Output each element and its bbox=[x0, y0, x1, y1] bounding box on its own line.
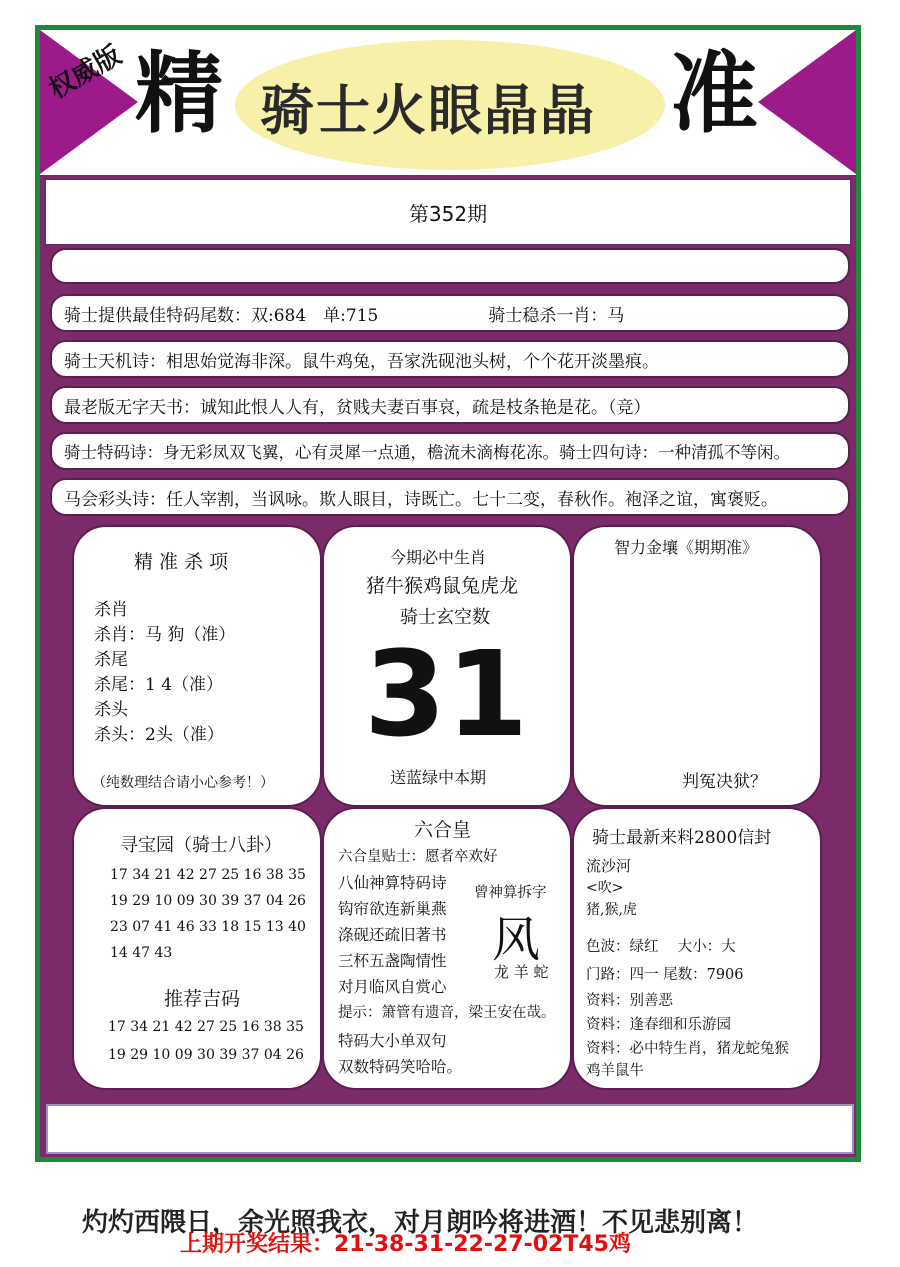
latest-line: 门路：四一 尾数：7906 bbox=[586, 967, 744, 983]
wisdom-bottom: 判冤决狱？ bbox=[682, 772, 767, 792]
liuhe-title: 六合皇 bbox=[414, 819, 472, 841]
center-bottom-text: 送蓝绿中本期 bbox=[390, 768, 487, 787]
jockey-club-poem-row: 马会彩头诗：任人宰割，当讽咏。欺人眼目，诗既亡。七十二变，春秋作。袍泽之谊，寓褒贬。 bbox=[50, 478, 850, 516]
tail-number-text: 骑士提供最佳特码尾数：双:684 单:715 bbox=[64, 305, 379, 326]
liuhe-extra: 双数特码笑哈哈。 bbox=[338, 1058, 463, 1076]
split-char: 风 bbox=[492, 912, 541, 968]
liuhe-extra: 特码大小单双句 bbox=[338, 1032, 447, 1050]
tail-number-row bbox=[50, 294, 850, 332]
latest-title: 骑士最新来料2800信封 bbox=[592, 828, 772, 848]
poem-title: 八仙神算特码诗 bbox=[338, 874, 447, 892]
page-title: 骑士火眼晶晶 bbox=[260, 79, 596, 142]
authority-badge: 权威版 bbox=[43, 40, 127, 106]
center-number-card bbox=[322, 525, 572, 807]
zodiac-list: 猪牛猴鸡鼠兔虎龙 bbox=[366, 575, 519, 597]
bottom-blank-bar bbox=[46, 1104, 854, 1154]
latest-line: <吹> bbox=[586, 880, 624, 896]
latest-line: 猪,猴,虎 bbox=[586, 902, 637, 918]
header-right-char: 准 bbox=[670, 42, 759, 145]
poem-line: 对月临风自赏心 bbox=[338, 978, 447, 996]
issue-number: 第352期 bbox=[44, 178, 852, 246]
kill-items-card bbox=[72, 525, 322, 807]
latest-line: 资料：必中特生肖，猪龙蛇兔猴 bbox=[586, 1041, 789, 1057]
mystic-number-label: 骑士玄空数 bbox=[400, 607, 490, 628]
liuhe-card bbox=[322, 807, 572, 1090]
treasure-line: 19 29 10 09 30 39 37 04 26 bbox=[110, 893, 306, 909]
latest-line: 鸡羊鼠牛 bbox=[586, 1063, 644, 1079]
kill-line: 杀尾 bbox=[94, 650, 128, 670]
liuhe-hint: 提示：箫管有遗音，梁王安在哉。 bbox=[338, 1005, 556, 1021]
latest-line: 流沙河 bbox=[586, 857, 632, 875]
treasure-line: 17 34 21 42 27 25 16 38 35 bbox=[110, 867, 306, 883]
latest-line: 资料：逢春细和乐游园 bbox=[586, 1017, 731, 1033]
header-left-char: 精 bbox=[135, 42, 224, 145]
recommended-line: 19 29 10 09 30 39 37 04 26 bbox=[108, 1047, 304, 1063]
recommended-line: 17 34 21 42 27 25 16 38 35 bbox=[108, 1019, 304, 1035]
wisdom-card bbox=[572, 525, 822, 807]
split-char-title: 曾神算拆字 bbox=[474, 885, 547, 901]
kill-zodiac-text: 骑士稳杀一肖：马 bbox=[488, 305, 625, 326]
poem-line: 涤砚还疏旧著书 bbox=[338, 926, 447, 944]
blank-row bbox=[50, 248, 850, 284]
mystic-number: 31 bbox=[364, 625, 529, 763]
treasure-card bbox=[72, 807, 322, 1090]
special-poem-row: 骑士特码诗：身无彩凤双飞翼，心有灵犀一点通，檐流未滴梅花冻。骑士四句诗：一种清孤不等闲。 bbox=[50, 432, 850, 470]
treasure-line: 23 07 41 46 33 18 15 13 40 bbox=[110, 919, 306, 935]
last-draw-result: 上期开奖结果：21-38-31-22-27-02T45鸡 bbox=[180, 1232, 631, 1257]
kill-line: 杀头：2头（准） bbox=[94, 725, 224, 745]
oracle-poem-row: 骑士天机诗：相思始觉海非深。鼠牛鸡兔，吾家洗砚池头树，个个花开淡墨痕。 bbox=[50, 340, 850, 378]
liuhe-tip: 六合皇贴士：愿者卒欢好 bbox=[338, 849, 498, 865]
recommended-title: 推荐吉码 bbox=[164, 988, 241, 1010]
split-char-zodiac: 龙 羊 蛇 bbox=[494, 963, 549, 981]
footer-poem: 灼灼西隈日，余光照我衣，对月朗吟将进酒！不见悲别离！ bbox=[82, 1208, 759, 1238]
right-triangle-decoration bbox=[758, 30, 856, 174]
kill-line: 杀尾：1 4（准） bbox=[94, 675, 224, 695]
latest-line: 资料：别善恶 bbox=[586, 993, 673, 1009]
treasure-line: 14 47 43 bbox=[110, 945, 173, 961]
poster-frame bbox=[35, 25, 861, 1162]
kill-line: 杀肖 bbox=[94, 600, 128, 620]
must-win-label: 今期必中生肖 bbox=[390, 548, 487, 567]
treasure-title: 寻宝园（骑士八卦） bbox=[120, 835, 282, 856]
poem-line: 三杯五盏陶情性 bbox=[338, 952, 447, 970]
wisdom-title: 智力金壤《期期准》 bbox=[614, 538, 759, 557]
latest-info-card bbox=[572, 807, 822, 1090]
kill-note: （纯数理结合请小心参考！） bbox=[92, 775, 274, 791]
kill-line: 杀头 bbox=[94, 700, 128, 720]
kill-line: 杀肖：马 狗（准） bbox=[94, 625, 236, 645]
header-banner bbox=[40, 30, 856, 175]
poem-line: 钩帘欲连新巢燕 bbox=[338, 900, 447, 918]
latest-line: 色波：绿红 大小：大 bbox=[586, 939, 736, 955]
kill-card-title: 精 准 杀 项 bbox=[134, 551, 229, 573]
heavenly-book-row: 最老版无字天书：诚知此恨人人有，贫贱夫妻百事哀，疏是枝条艳是花。（竞） bbox=[50, 386, 850, 424]
